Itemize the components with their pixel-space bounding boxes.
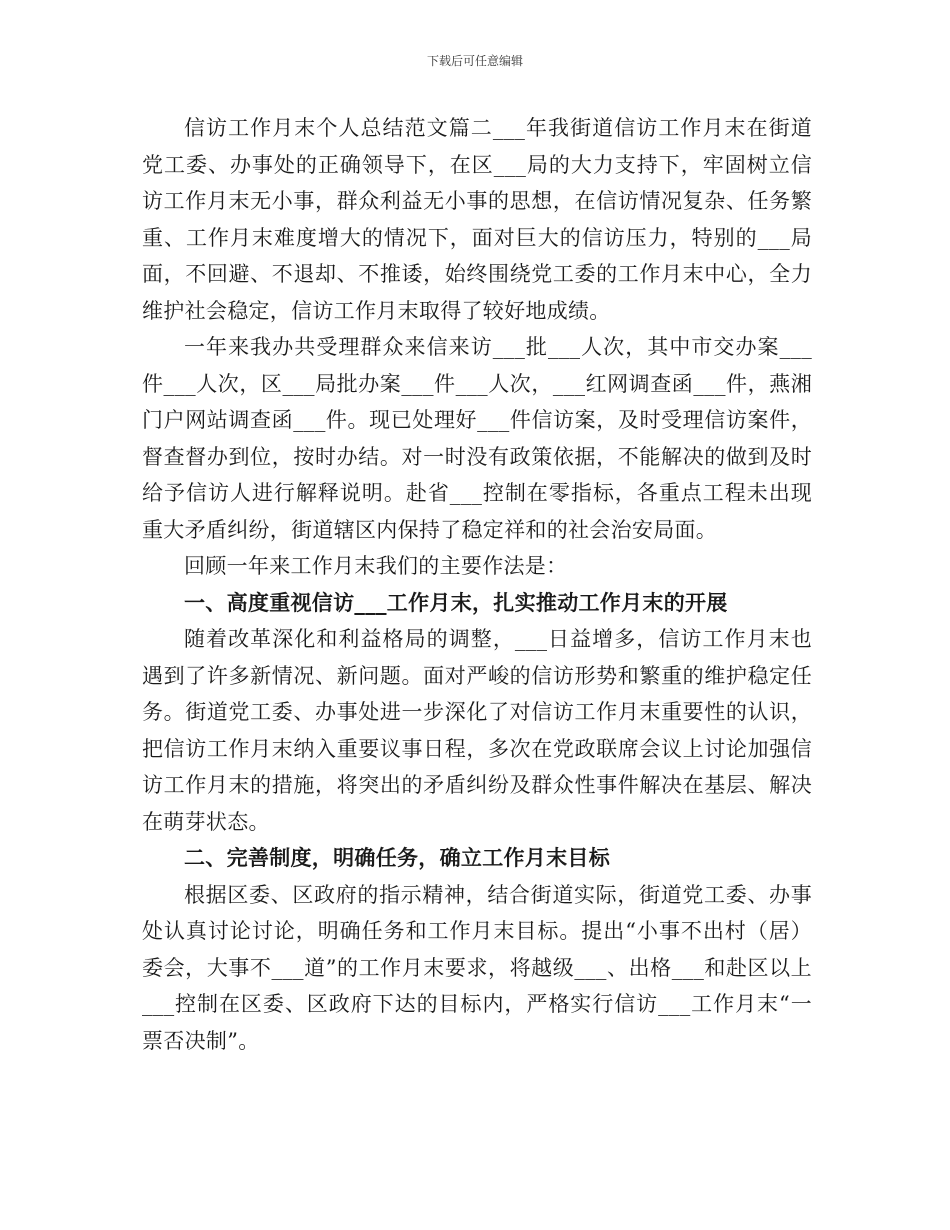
paragraph-intro: 信访工作月末个人总结范文篇二___年我街道信访工作月末在街道党工委、办事处的正确领导下，在区___局的大力支持下，牢固树立信访工作月末无小事，群众利益无小事的思想，在信访情况复杂、任务繁重、工作月末难度增大的情况下，面对巨大的信访压力，特别的___局面，不回避、不退却、不推诿，始终围绕党工委的工作月末中心，全力维护社会稳定，信访工作月末取得了较好地成绩。	[142, 116, 812, 323]
paragraph-section-2: 根据区委、区政府的指示精神，结合街道实际，街道党工委、办事处认真讨论讨论，明确任务和工作月末目标。提出“小事不出村（居）委会，大事不___道”的工作月末要求，将越级___、出格___和赴区以上___控制在区委、区政府下达的目标内，严格实行信访___工作月末“一票否决制”。	[142, 882, 812, 1053]
page-header: 下载后可任意编辑	[426, 54, 523, 68]
section-heading-1: 一、高度重视信访___工作月末，扎实推动工作月末的开展	[184, 589, 728, 615]
document-body	[142, 110, 812, 1059]
paragraph-statistics: 一年来我办共受理群众来信来访___批___人次，其中市交办案___件___人次，区___局批办案___件___人次，___红网调查函___件，燕湘门户网站调查函___件。现已处理好___件信访案，及时受理信访案件，督查督办到位，按时办结。对一时没有政策依据，不能解决的做到及时给予信访人进行解释说明。赴省___控制在零指标，各重点工程未出现重大矛盾纠纷，街道辖区内保持了稳定祥和的社会治安局面。	[142, 335, 812, 542]
paragraph-section-1: 随着改革深化和利益格局的调整，___日益增多，信访工作月末也遇到了许多新情况、新问题。面对严峻的信访形势和繁重的维护稳定任务。街道党工委、办事处进一步深化了对信访工作月末重要性的认识，把信访工作月末纳入重要议事日程，多次在党政联席会议上讨论加强信访工作月末的措施，将突出的矛盾纠纷及群众性事件解决在基层、解决在萌芽状态。	[142, 627, 812, 834]
section-heading-2: 二、完善制度，明确任务，确立工作月末目标	[184, 845, 610, 870]
paragraph-review: 回顾一年来工作月末我们的主要作法是：	[184, 554, 568, 578]
